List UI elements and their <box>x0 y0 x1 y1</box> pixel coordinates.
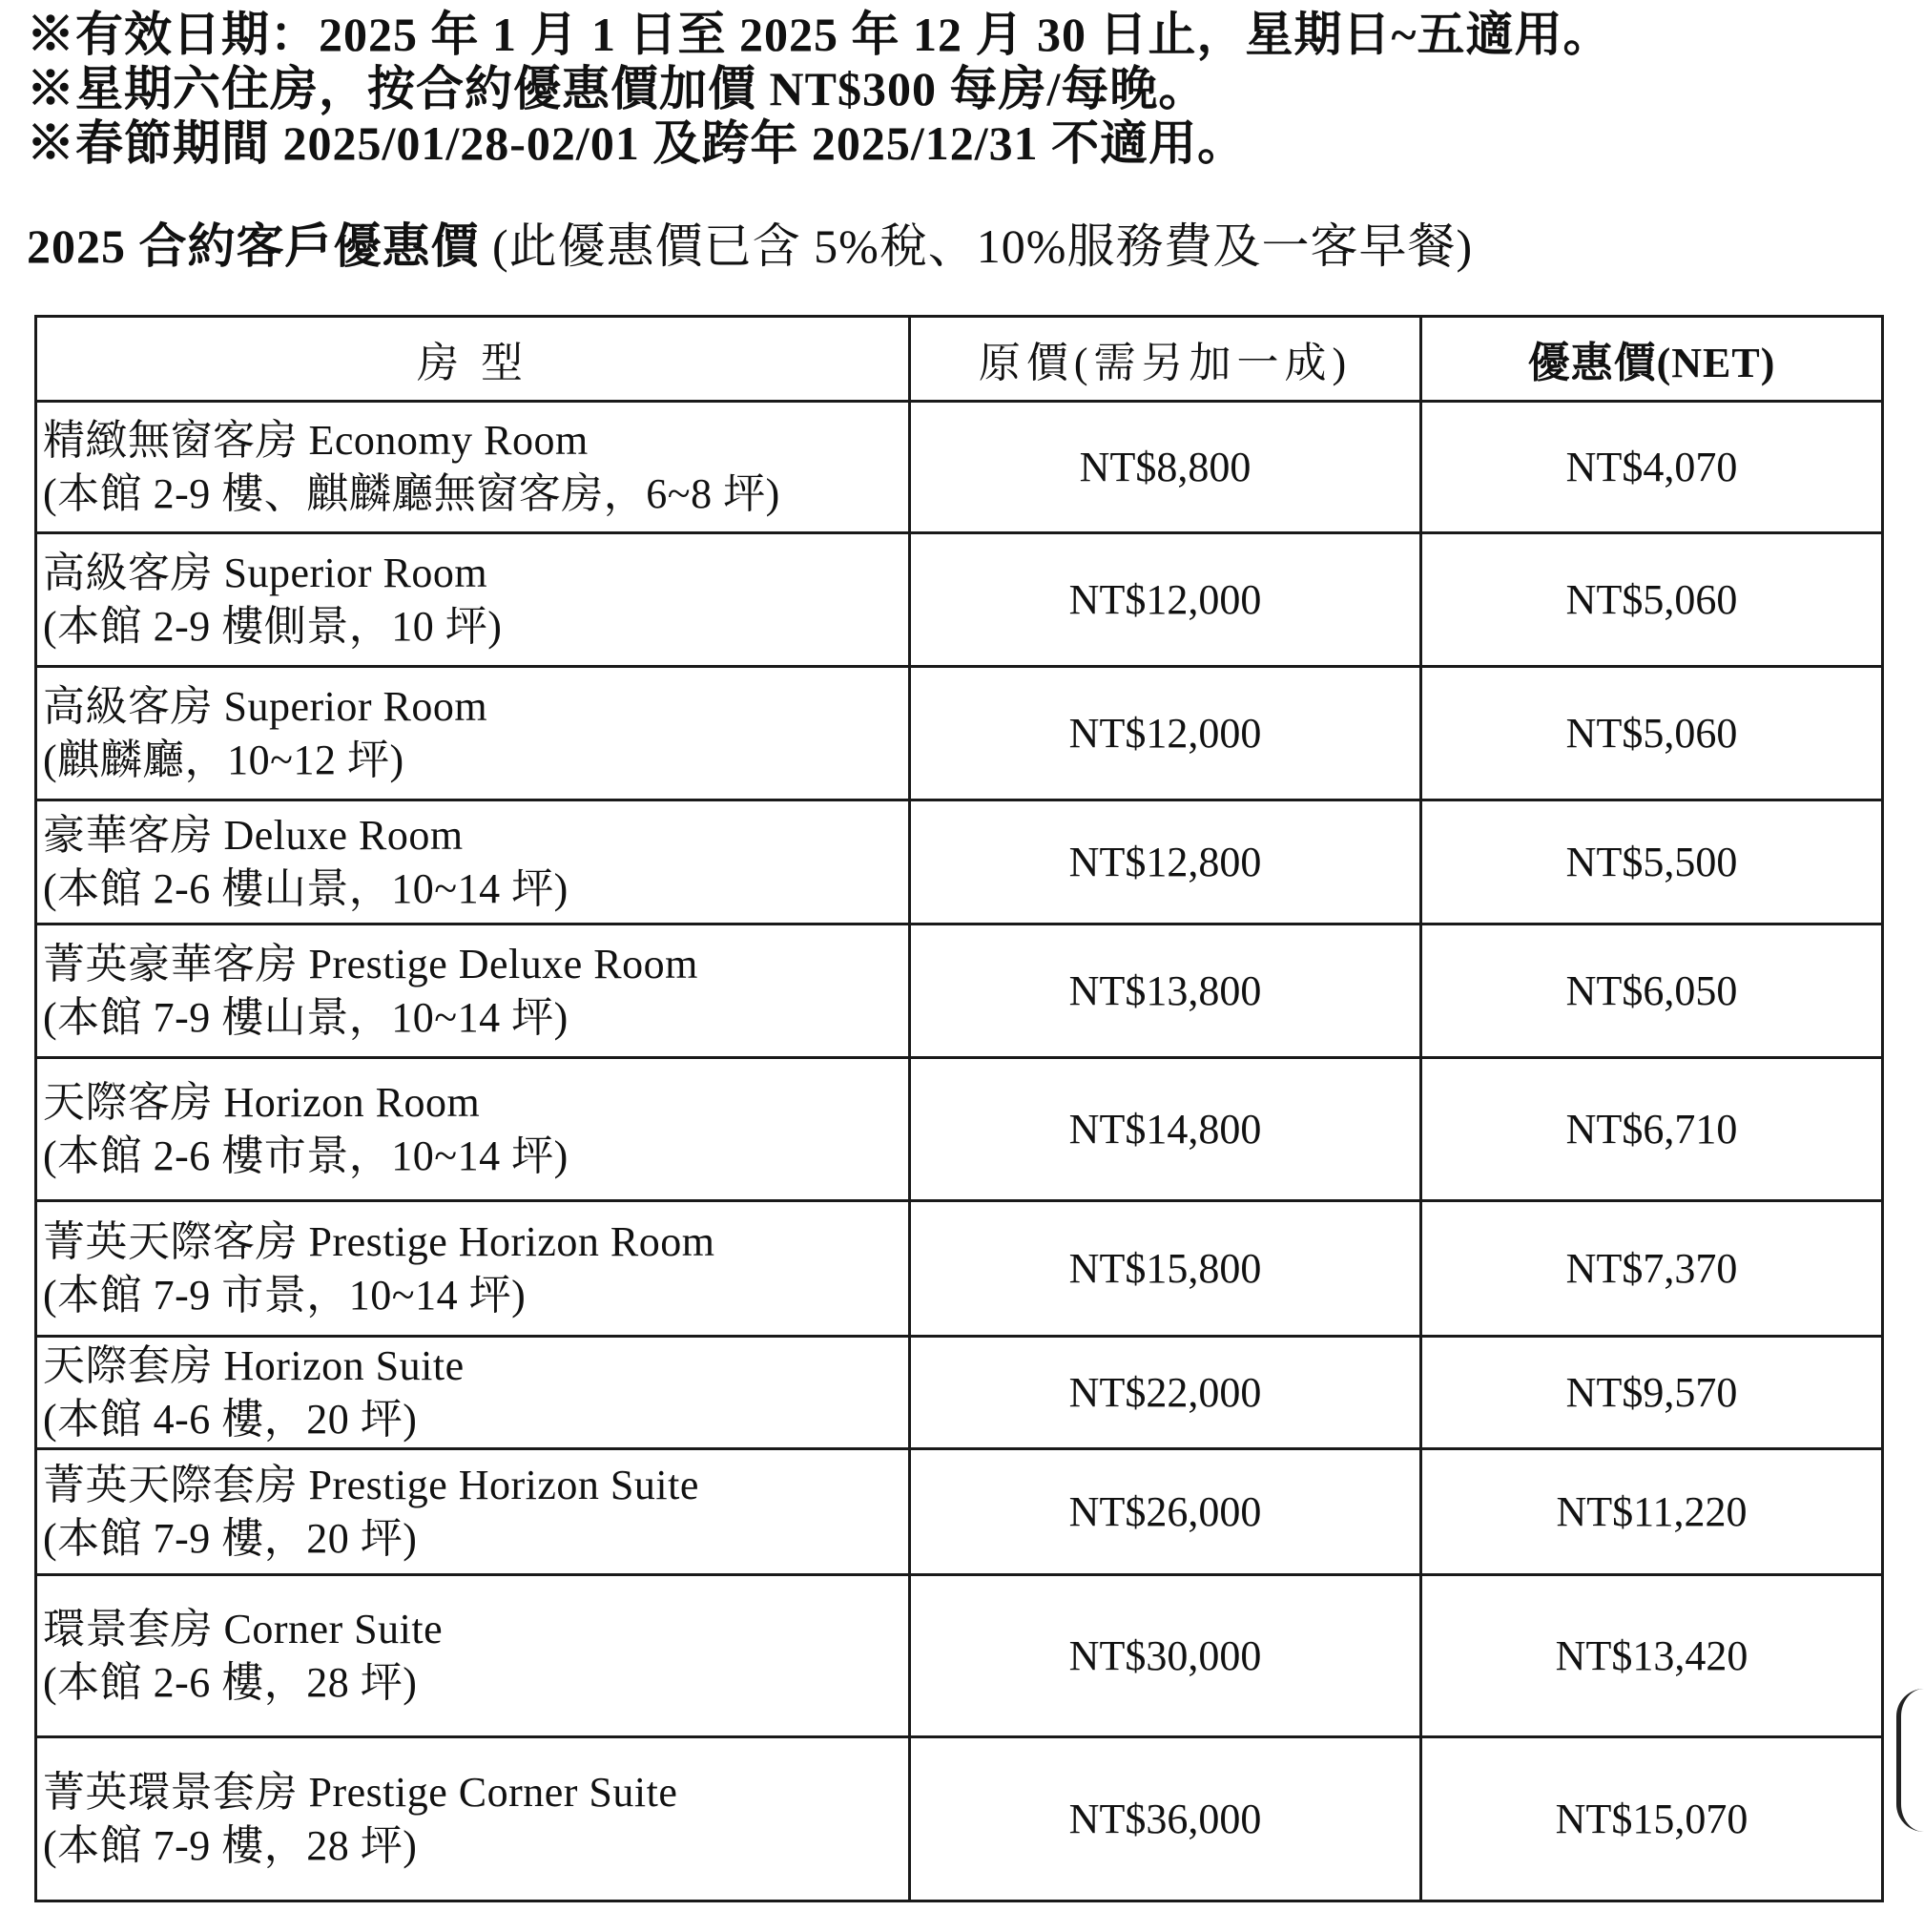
net-price: NT$6,710 <box>1421 1058 1883 1201</box>
room-name: 天際客房 Horizon Room <box>43 1078 481 1126</box>
scan-edge-mark <box>1896 1689 1924 1832</box>
room-location-note: (本館 2-6 樓山景，10~14 坪) <box>43 864 569 912</box>
table-row <box>36 1737 1883 1901</box>
original-price: NT$30,000 <box>910 1575 1421 1737</box>
net-price: NT$11,220 <box>1421 1449 1883 1575</box>
original-price: NT$15,800 <box>910 1201 1421 1337</box>
original-price: NT$13,800 <box>910 924 1421 1058</box>
net-price: NT$5,060 <box>1421 667 1883 800</box>
room-location-note: (本館 7-9 市景，10~14 坪) <box>43 1271 527 1319</box>
table-row <box>36 667 1883 800</box>
room-type-cell <box>36 533 910 667</box>
table-header-row <box>36 317 1883 402</box>
header-room-type: 房 型 <box>36 317 910 402</box>
table-row <box>36 1449 1883 1575</box>
table-row <box>36 533 1883 667</box>
table-row <box>36 800 1883 924</box>
table-row <box>36 1575 1883 1737</box>
net-price: NT$6,050 <box>1421 924 1883 1058</box>
net-price: NT$5,500 <box>1421 800 1883 924</box>
room-name: 高級客房 Superior Room <box>43 682 488 730</box>
room-name: 高級客房 Superior Room <box>43 549 488 596</box>
room-name: 精緻無窗客房 Economy Room <box>43 416 589 464</box>
table-row <box>36 1201 1883 1337</box>
room-type-cell <box>36 924 910 1058</box>
original-price: NT$8,800 <box>910 402 1421 533</box>
original-price: NT$36,000 <box>910 1737 1421 1901</box>
room-type-cell <box>36 402 910 533</box>
room-type-cell <box>36 1575 910 1737</box>
net-price: NT$13,420 <box>1421 1575 1883 1737</box>
room-location-note: (本館 2-6 樓市景，10~14 坪) <box>43 1132 569 1179</box>
rate-table-title <box>27 218 1473 275</box>
net-price: NT$15,070 <box>1421 1737 1883 1901</box>
room-location-note: (本館 2-9 樓側景，10 坪) <box>43 602 503 650</box>
room-location-note: (本館 7-9 樓山景，10~14 坪) <box>43 993 569 1041</box>
room-name: 菁英豪華客房 Prestige Deluxe Room <box>43 940 698 987</box>
rate-table-title-inclusion: (此優惠價已含 5%稅、10%服務費及一客早餐) <box>479 219 1474 273</box>
room-type-cell <box>36 800 910 924</box>
room-location-note: (本館 2-9 樓、麒麟廳無窗客房，6~8 坪) <box>43 469 780 517</box>
original-price: NT$12,800 <box>910 800 1421 924</box>
holiday-exclusion-note: ※春節期間 2025/01/28-02/01 及跨年 2025/12/31 不適用。 <box>27 116 1247 170</box>
room-name: 菁英天際客房 Prestige Horizon Room <box>43 1217 715 1265</box>
original-price: NT$12,000 <box>910 667 1421 800</box>
validity-date-note: ※有效日期：2025 年 1 月 1 日至 2025 年 12 月 30 日止，星期日~五適用。 <box>27 8 1612 61</box>
room-location-note: (本館 7-9 樓，28 坪) <box>43 1821 418 1869</box>
rate-table-title-main: 2025 合約客戶優惠價 <box>27 219 480 273</box>
room-type-cell <box>36 1737 910 1901</box>
original-price: NT$14,800 <box>910 1058 1421 1201</box>
room-name: 菁英環景套房 Prestige Corner Suite <box>43 1768 678 1816</box>
net-price: NT$5,060 <box>1421 533 1883 667</box>
original-price: NT$22,000 <box>910 1337 1421 1449</box>
saturday-surcharge-note: ※星期六住房，按合約優惠價加價 NT$300 每房/每晚。 <box>27 62 1208 115</box>
validity-notes <box>27 8 1896 171</box>
room-location-note: (麒麟廳，10~12 坪) <box>43 736 404 783</box>
header-net-price: 優惠價(NET) <box>1421 317 1883 402</box>
room-location-note: (本館 4-6 樓，20 坪) <box>43 1395 418 1443</box>
table-row <box>36 1337 1883 1449</box>
header-original-price: 原價(需另加一成) <box>910 317 1421 402</box>
room-name: 天際套房 Horizon Suite <box>43 1341 465 1389</box>
original-price: NT$12,000 <box>910 533 1421 667</box>
table-row <box>36 1058 1883 1201</box>
room-location-note: (本館 2-6 樓，28 坪) <box>43 1658 418 1706</box>
room-type-cell <box>36 1449 910 1575</box>
room-type-cell <box>36 1201 910 1337</box>
room-type-cell <box>36 667 910 800</box>
table-row <box>36 924 1883 1058</box>
original-price: NT$26,000 <box>910 1449 1421 1575</box>
room-name: 環景套房 Corner Suite <box>43 1605 444 1652</box>
room-type-cell <box>36 1058 910 1201</box>
net-price: NT$9,570 <box>1421 1337 1883 1449</box>
room-name: 豪華客房 Deluxe Room <box>43 811 464 859</box>
room-type-cell <box>36 1337 910 1449</box>
room-name: 菁英天際套房 Prestige Horizon Suite <box>43 1461 699 1508</box>
net-price: NT$7,370 <box>1421 1201 1883 1337</box>
table-row <box>36 402 1883 533</box>
room-location-note: (本館 7-9 樓，20 坪) <box>43 1514 418 1562</box>
net-price: NT$4,070 <box>1421 402 1883 533</box>
room-rate-table <box>34 315 1884 1902</box>
